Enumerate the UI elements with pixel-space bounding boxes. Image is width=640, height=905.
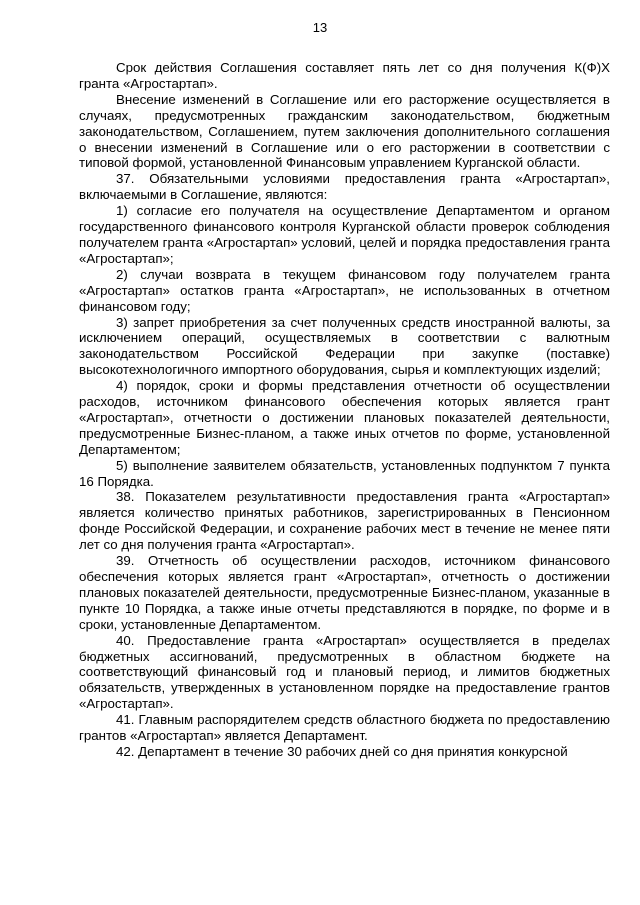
paragraph-41: 41. Главным распорядителем средств областного бюджета по предоставлению грантов «Агростартап» является Департамент. [79, 712, 610, 744]
paragraph-37: 37. Обязательными условиями предоставления гранта «Агростартап», включаемыми в Соглашение, являются: [79, 171, 610, 203]
paragraph-37-item-3: 3) запрет приобретения за счет полученных средств иностранной валюты, за исключением операций, осуществляемых в соответствии с валютным законодательством Российской Федерации при закупке (поставке) высокотехнологичного импортного оборудования, сырья и комплектующих изделий; [79, 314, 610, 378]
paragraph-37-item-2: 2) случаи возврата в текущем финансовом году получателем гранта «Агростартап» остатков гранта «Агростартап», не использованных в отчетном финансовом году; [79, 266, 610, 314]
paragraph-37-item-4: 4) порядок, сроки и формы представления отчетности об осуществлении расходов, источником финансового обеспечения которых является грант «Агростартап», отчетности о достижении плановых показателей деятельности, предусмотренные Бизнес-планом, а также иных отчетов по форме, установленной Департаментом; [79, 378, 610, 457]
paragraph-37-item-1: 1) согласие его получателя на осуществление Департаментом и органом государственного финансового контроля Курганской области проверок соблюдения получателем гранта «Агростартап» условий, целей и порядка предоставления гранта «Агростартап»; [79, 203, 610, 266]
paragraph-42: 42. Департамент в течение 30 рабочих дней со дня принятия конкурсной [116, 743, 568, 759]
document-body [79, 60, 610, 760]
paragraph-38: 38. Показателем результативности предоставления гранта «Агростартап» является количество принятых работников, зарегистрированных в Пенсионном фонде Российской Федерации, и сохранение рабочих мест в течение не менее пяти лет со дня получения гранта «Агростартап». [79, 489, 610, 553]
paragraph-39: 39. Отчетность об осуществлении расходов, источником финансового обеспечения которых является грант «Агростартап», отчетность о достижении плановых показателей деятельности, предусмотренные Бизнес-планом, указанные в пункте 10 Порядка, а также иные отчеты представляются в порядке, по форме и в сроки, установленные Департаментом. [79, 553, 610, 632]
paragraph-37-item-5: 5) выполнение заявителем обязательств, установленных подпунктом 7 пункта 16 Порядка. [79, 457, 610, 489]
paragraph-amendments: Внесение изменений в Соглашение или его расторжение осуществляется в случаях, предусмотренных гражданским законодательством, бюджетным законодательством, Соглашением, путем заключения дополнительного соглашения о внесении изменений в Соглашение или о его расторжении в соответствии с типовой формой, установленной Финансовым управлением Курганской области. [79, 91, 610, 171]
paragraph-term: Срок действия Соглашения составляет пять лет со дня получения К(Ф)Х гранта «Агростартап». [79, 60, 610, 91]
paragraph-40: 40. Предоставление гранта «Агростартап» осуществляется в пределах бюджетных ассигнований, предусмотренных в областном бюджете на соответствующий финансовый год и плановый период, и лимитов бюджетных обязательств, утвержденных в установленном порядке на предоставление грантов «Агростартап». [79, 632, 610, 712]
page-number: 13 [312, 20, 328, 35]
